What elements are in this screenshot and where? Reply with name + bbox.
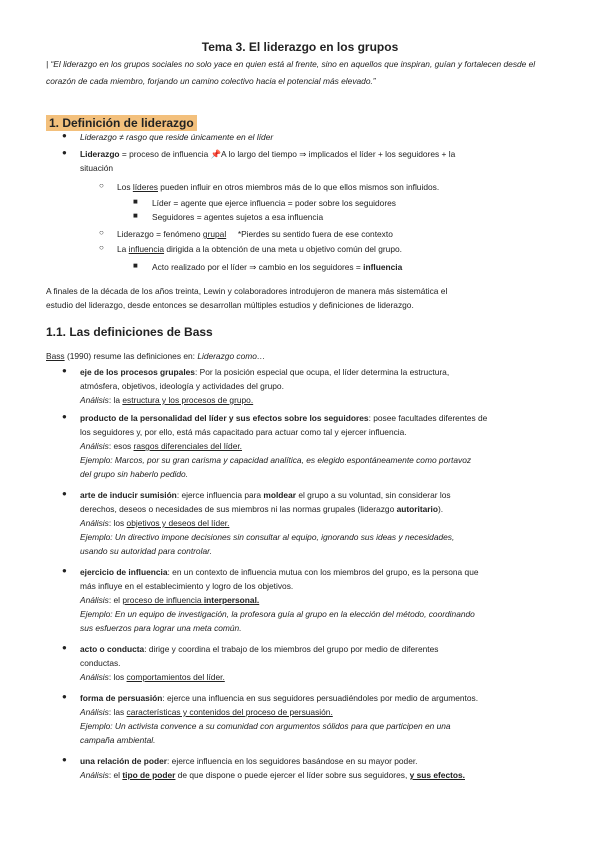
text-run: : Por la posición especial que ocupa, el líder determina la estructura, [194,367,450,377]
bullet-icon [62,566,67,575]
analysis-line [80,439,242,453]
text-run: : el [108,595,123,605]
text-run: A lo largo del tiempo ⇒ implicados el líder + los seguidores + la [221,149,456,159]
term-bold: influencia [363,262,403,272]
text-run: : Un directivo impone decisiones sin consultar al equipo, ignorando sus ideas y necesidades, [110,532,455,542]
third-bullet-text: Líder = agente que ejerce influencia = poder sobre los seguidores [152,198,396,208]
section-heading-bass: 1.1. Las definiciones de Bass [46,325,213,339]
underlined-term: grupal [202,229,227,239]
bullet-text [80,147,455,161]
text-run: : ejerce una influencia en sus seguidores persuadiéndoles por medio de argumentos. [162,693,479,703]
analysis-line [80,516,229,530]
underlined-term: características y contenidos del proceso de persuasión. [126,707,333,717]
text-run: : las [108,707,127,717]
bullet-text-cont: situación [80,163,114,173]
text-run: : posee facultades diferentes de [368,413,488,423]
page-title: Tema 3. El liderazgo en los grupos [201,40,399,54]
text-run: : ejerce influencia para [176,490,264,500]
example-label: Ejemplo [80,721,111,731]
bullet-icon [62,643,67,652]
definition-cont: más influye en el establecimiento y logro de los objetivos. [80,581,294,591]
text-run: Los [117,182,133,192]
text-run: Liderazgo como… [197,351,266,361]
bullet-icon [62,692,67,701]
definition-title: ejercicio de influencia [80,567,168,577]
epigraph-quote: | “El liderazgo en los grupos sociales no solo yace en quien está al frente, sino en aquellos que inspiran, guían y fortalecen desde el corazón de cada miembro, forjando un camino colectivo hacia el potencial más elevado.” [46,59,536,86]
definition-cont: atmósfera, objetivos, ideología y actividades del grupo. [80,381,284,391]
analysis-label: Análisis [80,707,109,717]
sub-bullet-text [117,227,393,241]
bullet-icon [62,412,67,421]
text-run: dirigida a la obtención de una meta u objetivo común del grupo. [164,244,402,254]
text-run: ). [437,504,444,514]
analysis-line [80,670,225,684]
definition-title: forma de persuasión [80,693,163,703]
analysis-label: Análisis [80,595,109,605]
text-run: Acto realizado por el líder ⇒ cambio en los seguidores = [152,262,364,272]
author-link: Bass [46,351,65,361]
underlined-term-bold: interpersonal. [203,595,260,605]
text-run: derechos, deseos o necesidades de sus miembros ni las normas grupales (liderazgo [80,504,397,514]
underlined-term-bold: tipo de poder [122,770,176,780]
text-run: : los [108,672,127,682]
third-bullet-text [152,260,402,274]
bullet-text: Liderazgo ≠ rasgo que reside únicamente en el líder [80,132,274,142]
intro-line [46,349,265,363]
definition-title: producto de la personalidad del líder y sus efectos sobre los seguidores [80,413,369,423]
example-cont: sus esfuerzos para lograr una meta común. [80,623,242,633]
underlined-term: influencia [128,244,165,254]
example-line [80,453,471,467]
sub-bullet-icon [99,228,104,237]
term-bold: Liderazgo [80,149,120,159]
bullet-icon [62,366,67,375]
underlined-term: estructura y los procesos de grupo. [122,395,254,405]
text-run: : Marcos, por su gran carisma y capacidad analítica, es elegido espontáneamente como portavoz [110,455,472,465]
example-label: Ejemplo [80,532,111,542]
definition-title: arte de inducir sumisión [80,490,177,500]
text-run: *Pierdes su sentido fuera de ese contexto [226,229,393,239]
text-run: : dirige y coordina el trabajo de los miembros del grupo por medio de diferentes [144,644,439,654]
paragraph-line: A finales de la década de los años treinta, Lewin y colaboradores introdujeron de manera más sistemática el [46,286,448,296]
text-run: : En un equipo de investigación, la profesora guía al grupo en la elección del método, coordinando [110,609,475,619]
definition-item [80,565,479,579]
pushpin-icon: 📌 [210,149,222,159]
sub-bullet-icon [99,243,104,252]
square-bullet-icon [133,197,138,206]
text-run: La [117,244,129,254]
text-run: el grupo a su voluntad, sin considerar los [296,490,451,500]
definition-item [80,488,451,502]
text-run: : esos [108,441,134,451]
term-bold: moldear [263,490,296,500]
analysis-line [80,393,253,407]
paragraph-line: estudio del liderazgo, desde entonces se desarrollan múltiples estudios y definiciones de liderazgo. [46,300,414,310]
example-label: Ejemplo [80,609,111,619]
square-bullet-icon [133,211,138,220]
square-bullet-icon [133,261,138,270]
text-run: : el [108,770,123,780]
text-run: (1990) resume las definiciones en: [64,351,198,361]
underlined-term: objetivos y deseos del líder. [126,518,230,528]
text-run: : los [108,518,127,528]
definition-item [80,754,418,768]
definition-title: eje de los procesos grupales [80,367,195,377]
definition-title: acto o conducta [80,644,145,654]
text-run: : ejerce influencia en los seguidores basándose en su mayor poder. [167,756,418,766]
term-bold: autoritario [396,504,438,514]
bullet-icon [62,755,67,764]
definition-item [80,691,478,705]
bullet-icon [62,131,67,140]
sub-bullet-text [117,180,439,194]
analysis-label: Análisis [80,518,109,528]
underlined-term: rasgos diferenciales del líder. [133,441,243,451]
text-run: : Un activista convence a su comunidad con argumentos sólidos para que participen en una [110,721,451,731]
bullet-icon [62,489,67,498]
underlined-term-bold: y sus efectos. [409,770,465,780]
example-line [80,719,451,733]
analysis-line [80,705,333,719]
underlined-term: comportamientos del líder. [126,672,225,682]
underlined-term: líderes [132,182,158,192]
example-line [80,607,475,621]
example-cont: usando su autoridad para controlar. [80,546,212,556]
sub-bullet-icon [99,181,104,190]
analysis-label: Análisis [80,441,109,451]
definition-item [80,642,438,656]
analysis-line [80,593,259,607]
analysis-label: Análisis [80,672,109,682]
text-run: = proceso de influencia [119,149,211,159]
example-label: Ejemplo [80,455,111,465]
text-run: pueden influir en otros miembros más de lo que ellos mismos son influidos. [157,182,440,192]
example-line [80,530,454,544]
text-run: : la [108,395,123,405]
definition-item [80,411,487,425]
text-run: Liderazgo = fenómeno [117,229,203,239]
third-bullet-text: Seguidores = agentes sujetos a esa influencia [152,212,324,222]
analysis-label: Análisis [80,770,109,780]
text-run: de que dispone o puede ejercer el líder sobre sus seguidores, [175,770,410,780]
example-cont: del grupo sin haberlo pedido. [80,469,189,479]
definition-item [80,365,449,379]
definition-cont: conductas. [80,658,121,668]
definition-title: una relación de poder [80,756,168,766]
underlined-term: proceso de influencia [122,595,204,605]
example-cont: campaña ambiental. [80,735,156,745]
sub-bullet-text [117,242,402,256]
analysis-label: Análisis [80,395,109,405]
definition-cont [80,502,443,516]
analysis-line [80,768,465,782]
bullet-icon [62,148,67,157]
text-run: : en un contexto de influencia mutua con los miembros del grupo, es la persona que [167,567,479,577]
section-heading-definicion: 1. Definición de liderazgo [46,115,197,131]
definition-cont: los seguidores y, por ello, está más capacitado para actuar como tal y ejercer influencia. [80,427,407,437]
